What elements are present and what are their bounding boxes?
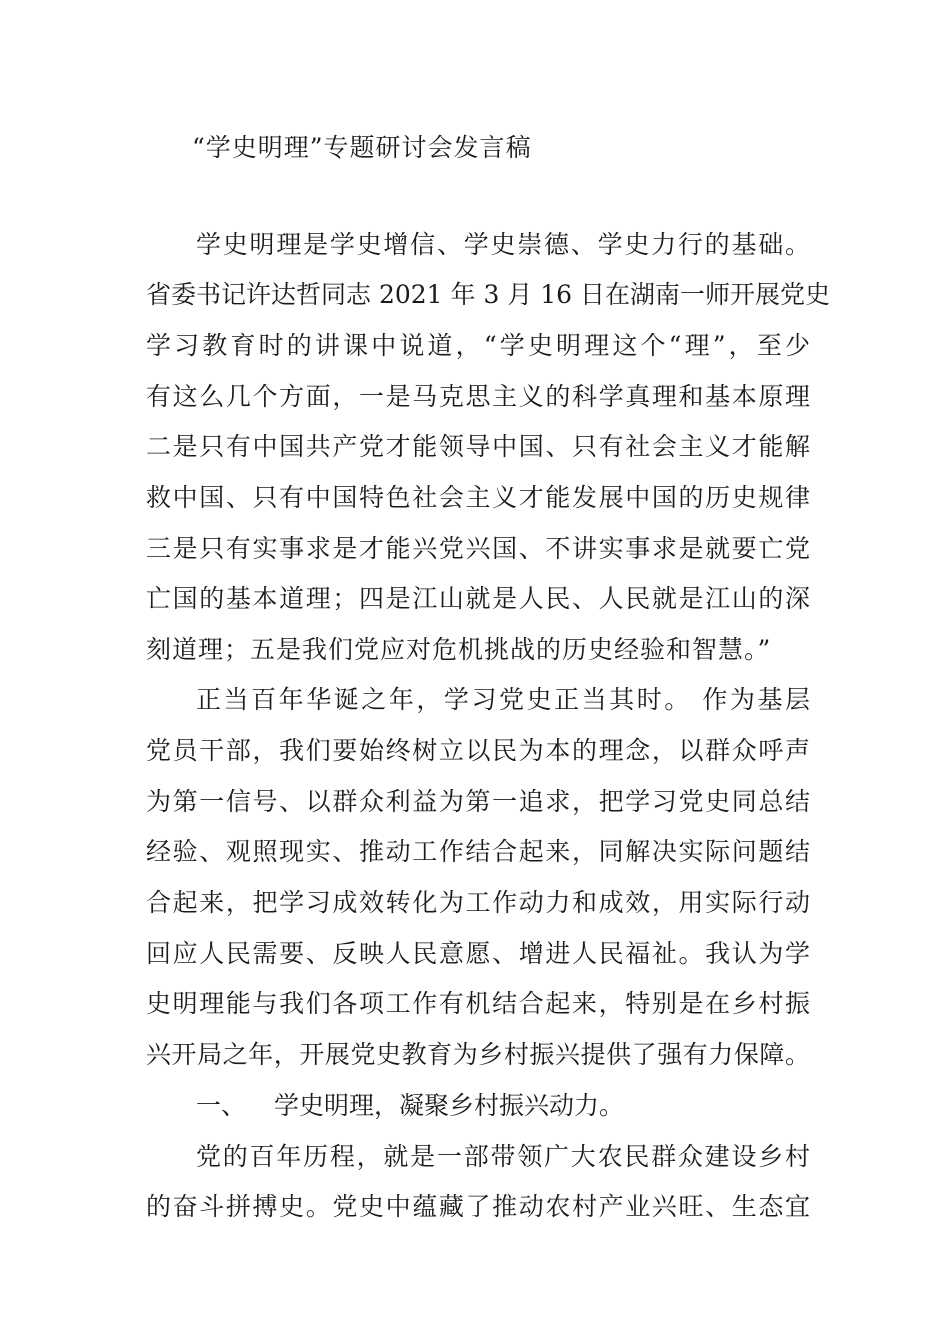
body-line: 的奋斗拼搏史。党史中蕴藏了推动农村产业兴旺、生态宜 — [146, 1192, 810, 1221]
body-line: 兴开局之年，开展党史教育为乡村振兴提供了强有力保障。 — [146, 1040, 810, 1069]
body-line: 党员干部，我们要始终树立以民为本的理念，以群众呼声 — [146, 736, 810, 765]
body-line: 党的百年历程，就是一部带领广大农民群众建设乡村 — [196, 1142, 810, 1171]
body-line: 省委书记许达哲同志 2021 年 3 月 16 日在湖南一师开展党史 — [146, 280, 831, 309]
body-line: 正当百年华诞之年，学习党史正当其时。 作为基层 — [196, 685, 810, 714]
body-line: 学史明理是学史增信、学史崇德、学史力行的基础。 — [196, 230, 810, 259]
body-line: 刻道理；五是我们党应对危机挑战的历史经验和智慧。” — [146, 635, 772, 664]
body-line: 有这么几个方面，一是马克思主义的科学真理和基本原理 — [146, 382, 810, 411]
body-line: 史明理能与我们各项工作有机结合起来，特别是在乡村振 — [146, 989, 810, 1018]
body-line: 回应人民需要、反映人民意愿、增进人民福祉。我认为学 — [146, 939, 810, 968]
section-heading — [196, 1089, 624, 1123]
body-line: 学习教育时的讲课中说道，“学史明理这个“理”，至少 — [146, 331, 810, 360]
section-heading-number: 一、 — [196, 1091, 247, 1120]
body-line: 三是只有实事求是才能兴党兴国、不讲实事求是就要亡党 — [146, 534, 810, 563]
body-line: 经验、观照现实、推动工作结合起来，同解决实际问题结 — [146, 837, 810, 866]
document-title: “学史明理”专题研讨会发言稿 — [192, 133, 532, 162]
section-heading-text: 学史明理，凝聚乡村振兴动力。 — [274, 1091, 625, 1120]
body-line: 为第一信号、以群众利益为第一追求，把学习党史同总结 — [146, 787, 810, 816]
body-line: 二是只有中国共产党才能领导中国、只有社会主义才能解 — [146, 432, 810, 461]
body-line: 合起来，把学习成效转化为工作动力和成效，用实际行动 — [146, 888, 810, 917]
body-line: 救中国、只有中国特色社会主义才能发展中国的历史规律 — [146, 483, 810, 512]
body-line: 亡国的基本道理；四是江山就是人民、人民就是江山的深 — [146, 584, 810, 613]
